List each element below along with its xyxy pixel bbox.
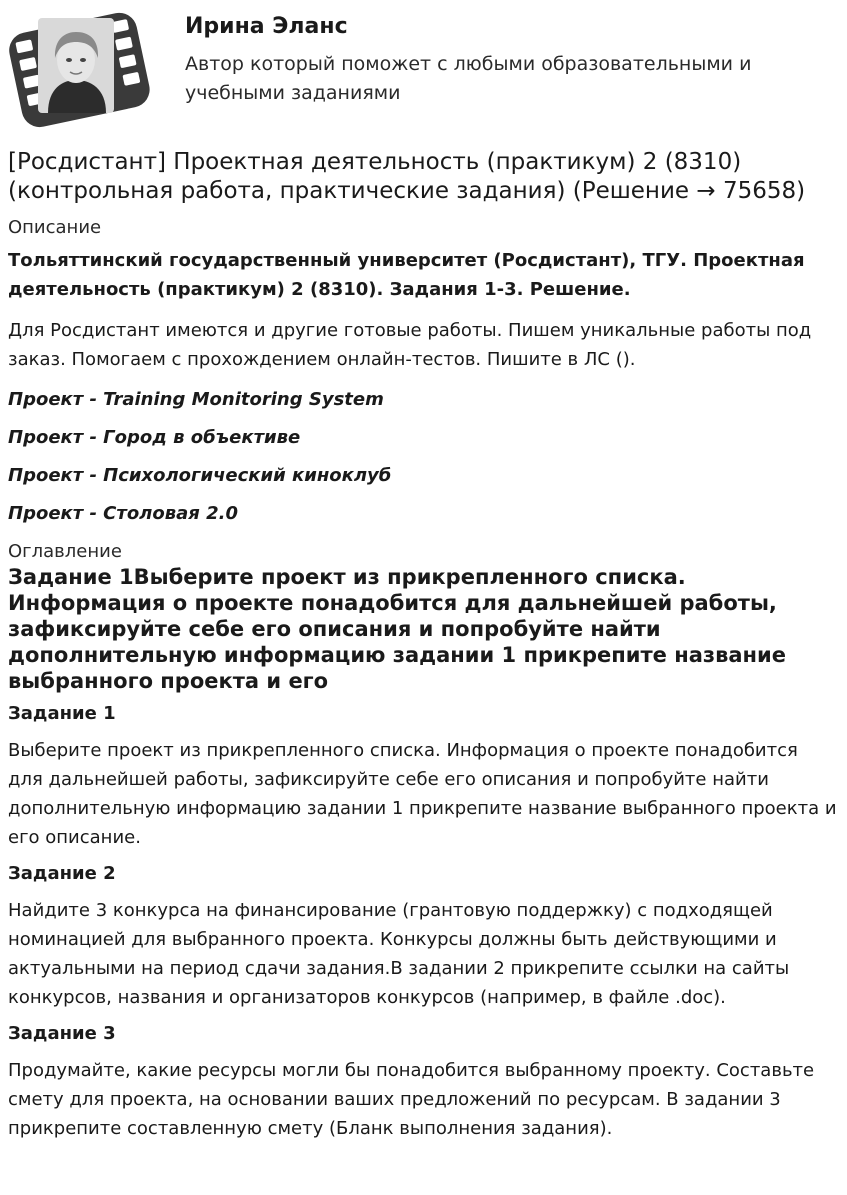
task-3 <box>8 1022 838 1143</box>
description-label: Описание <box>8 217 102 238</box>
task-text: Продумайте, какие ресурсы могли бы понадобится выбранному проекту. Составьте смету для проекта, на основании ваших предложений по ресурсам. В задании 3 прикрепите составленную смету (Бланк выполнения задания). <box>8 1060 815 1139</box>
task-heading: Задание 1 <box>8 703 116 724</box>
author-bio: Автор который поможет с любыми образовательными и учебными заданиями <box>185 53 752 104</box>
task-1 <box>8 702 838 852</box>
project-link[interactable]: Проект - Столовая 2.0 <box>8 503 238 524</box>
project-list <box>8 388 838 526</box>
description-bold-text: Тольяттинский государственный университет (Росдистант), ТГУ. Проектная деятельность (практикум) 2 (8310). Задания 1-3. Решение. <box>8 250 805 300</box>
project-link[interactable]: Проект - Training Monitoring System <box>8 389 384 410</box>
project-link[interactable]: Проект - Психологический киноклуб <box>8 465 392 486</box>
task-text: Найдите 3 конкурса на финансирование (грантовую поддержку) с подходящей номинацией для выбранного проекта. Конкурсы должны быть действующими и актуальными на период сдачи задания.В задании 2 прикрепите ссылки на сайты конкурсов, названия и организаторов конкурсов (например, в файле .doc). <box>8 900 790 1008</box>
project-link[interactable]: Проект - Город в объективе <box>8 427 301 448</box>
task-2 <box>8 862 838 1012</box>
toc-heading: Задание 1Выберите проект из прикрепленного списка. Информация о проекте понадобится для дальнейшей работы, зафиксируйте себе его описания и попробуйте найти дополнительную информацию задании 1 прикрепите название выбранного проекта и его <box>8 565 787 693</box>
author-name[interactable]: Ирина Эланс <box>185 14 348 39</box>
author-avatar[interactable] <box>8 8 150 128</box>
task-heading: Задание 2 <box>8 863 116 884</box>
page-title: [Росдистант] Проектная деятельность (практикум) 2 (8310) (контрольная работа, практические задания) (Решение → 75658) <box>8 149 806 204</box>
task-heading: Задание 3 <box>8 1023 116 1044</box>
author-header <box>0 0 847 140</box>
toc-label: Оглавление <box>8 541 122 562</box>
main-content <box>8 148 838 1153</box>
task-text: Выберите проект из прикрепленного списка. Информация о проекте понадобится для дальнейшей работы, зафиксируйте себе его описания и попробуйте найти дополнительную информацию задании 1 прикрепите название выбранного проекта и его описание. <box>8 740 837 848</box>
description-text: Для Росдистант имеются и другие готовые работы. Пишем уникальные работы под заказ. Помогаем с прохождением онлайн-тестов. Пишите в ЛС (). <box>8 320 812 370</box>
